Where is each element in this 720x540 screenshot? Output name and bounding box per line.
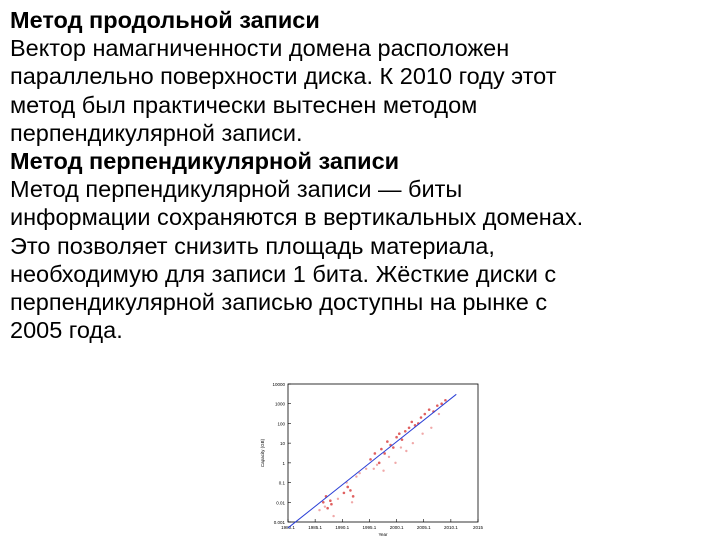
y-tick-label: 1000 (274, 401, 285, 407)
data-point (392, 446, 395, 449)
data-point (420, 416, 423, 419)
data-point (332, 515, 334, 517)
perpendicular-line: Метод перпендикулярной записи — биты (10, 176, 463, 203)
data-point (386, 440, 389, 443)
data-point (412, 442, 414, 444)
x-tick-label: 2005.1 (416, 525, 431, 530)
data-point (430, 427, 432, 429)
longitudinal-heading: Метод продольной записи (10, 7, 320, 33)
y-tick-label: 100 (277, 421, 285, 427)
data-point (378, 462, 381, 465)
longitudinal-line: Вектор намагниченности домена расположен (10, 35, 510, 62)
x-tick-label: 2000.1 (389, 525, 404, 530)
x-tick-label: 2010.1 (443, 525, 458, 530)
data-point (369, 458, 372, 461)
data-point (374, 452, 377, 455)
x-tick-label: 1990.1 (335, 525, 350, 530)
data-point (329, 499, 332, 502)
data-point (408, 427, 411, 430)
data-point (410, 421, 413, 424)
longitudinal-line: метод был практически вытеснен методом (10, 91, 478, 118)
x-tick-label: 1995.1 (362, 525, 377, 530)
data-point (322, 501, 325, 504)
y-tick-label: 0.1 (278, 480, 285, 486)
data-point (400, 446, 402, 448)
x-tick-label: 1985.1 (308, 525, 323, 530)
data-point (394, 462, 396, 464)
y-tick-label: 10 (279, 441, 285, 447)
data-point (421, 433, 423, 435)
perpendicular-heading: Метод перпендикулярной записи (10, 148, 400, 175)
y-tick-label: 10000 (272, 382, 285, 387)
x-tick-label: 1980.1 (281, 525, 295, 530)
data-point (438, 413, 440, 415)
y-tick-label: 0.001 (273, 520, 285, 525)
data-point (424, 413, 427, 416)
data-point (388, 456, 390, 458)
data-point (404, 430, 407, 433)
perpendicular-line: Это позволяет снизить площадь материала, (10, 232, 495, 259)
y-tick-label: 1 (282, 460, 285, 466)
data-point (428, 408, 431, 411)
slide-text (10, 6, 715, 344)
x-axis-label: Year (378, 532, 388, 537)
data-point (405, 450, 407, 452)
data-point (382, 470, 384, 472)
data-point (318, 509, 320, 511)
perpendicular-line: необходимую для записи 1 бита. Жёсткие диски с (10, 260, 557, 287)
capacity-chart (252, 376, 487, 538)
data-point (351, 501, 353, 503)
data-point (349, 489, 352, 492)
data-point (436, 404, 439, 407)
data-point (326, 507, 329, 510)
perpendicular-line: перпендикулярной записью доступны на рынке с (10, 289, 548, 316)
longitudinal-line: параллельно поверхности диска. К 2010 году этот (10, 63, 557, 90)
data-point (355, 475, 357, 477)
x-tick-label: 2015 (472, 525, 484, 530)
data-point (352, 495, 355, 498)
data-point (365, 468, 367, 470)
data-point (380, 448, 383, 451)
data-point (373, 468, 375, 470)
perpendicular-line: 2005 года. (10, 317, 123, 344)
data-point (346, 486, 349, 489)
data-point (343, 492, 346, 495)
data-point (398, 432, 401, 435)
data-point (444, 399, 447, 402)
data-point (324, 505, 326, 507)
y-axis-label: Capacity (GB) (260, 438, 265, 468)
data-point (376, 464, 378, 466)
data-point (337, 498, 339, 500)
data-point (330, 503, 333, 506)
y-tick-label: 0.01 (276, 500, 285, 506)
data-point (395, 436, 398, 439)
longitudinal-line: перпендикулярной записи. (10, 119, 303, 146)
perpendicular-line: информации сохраняются в вертикальных доменах. (10, 204, 584, 231)
